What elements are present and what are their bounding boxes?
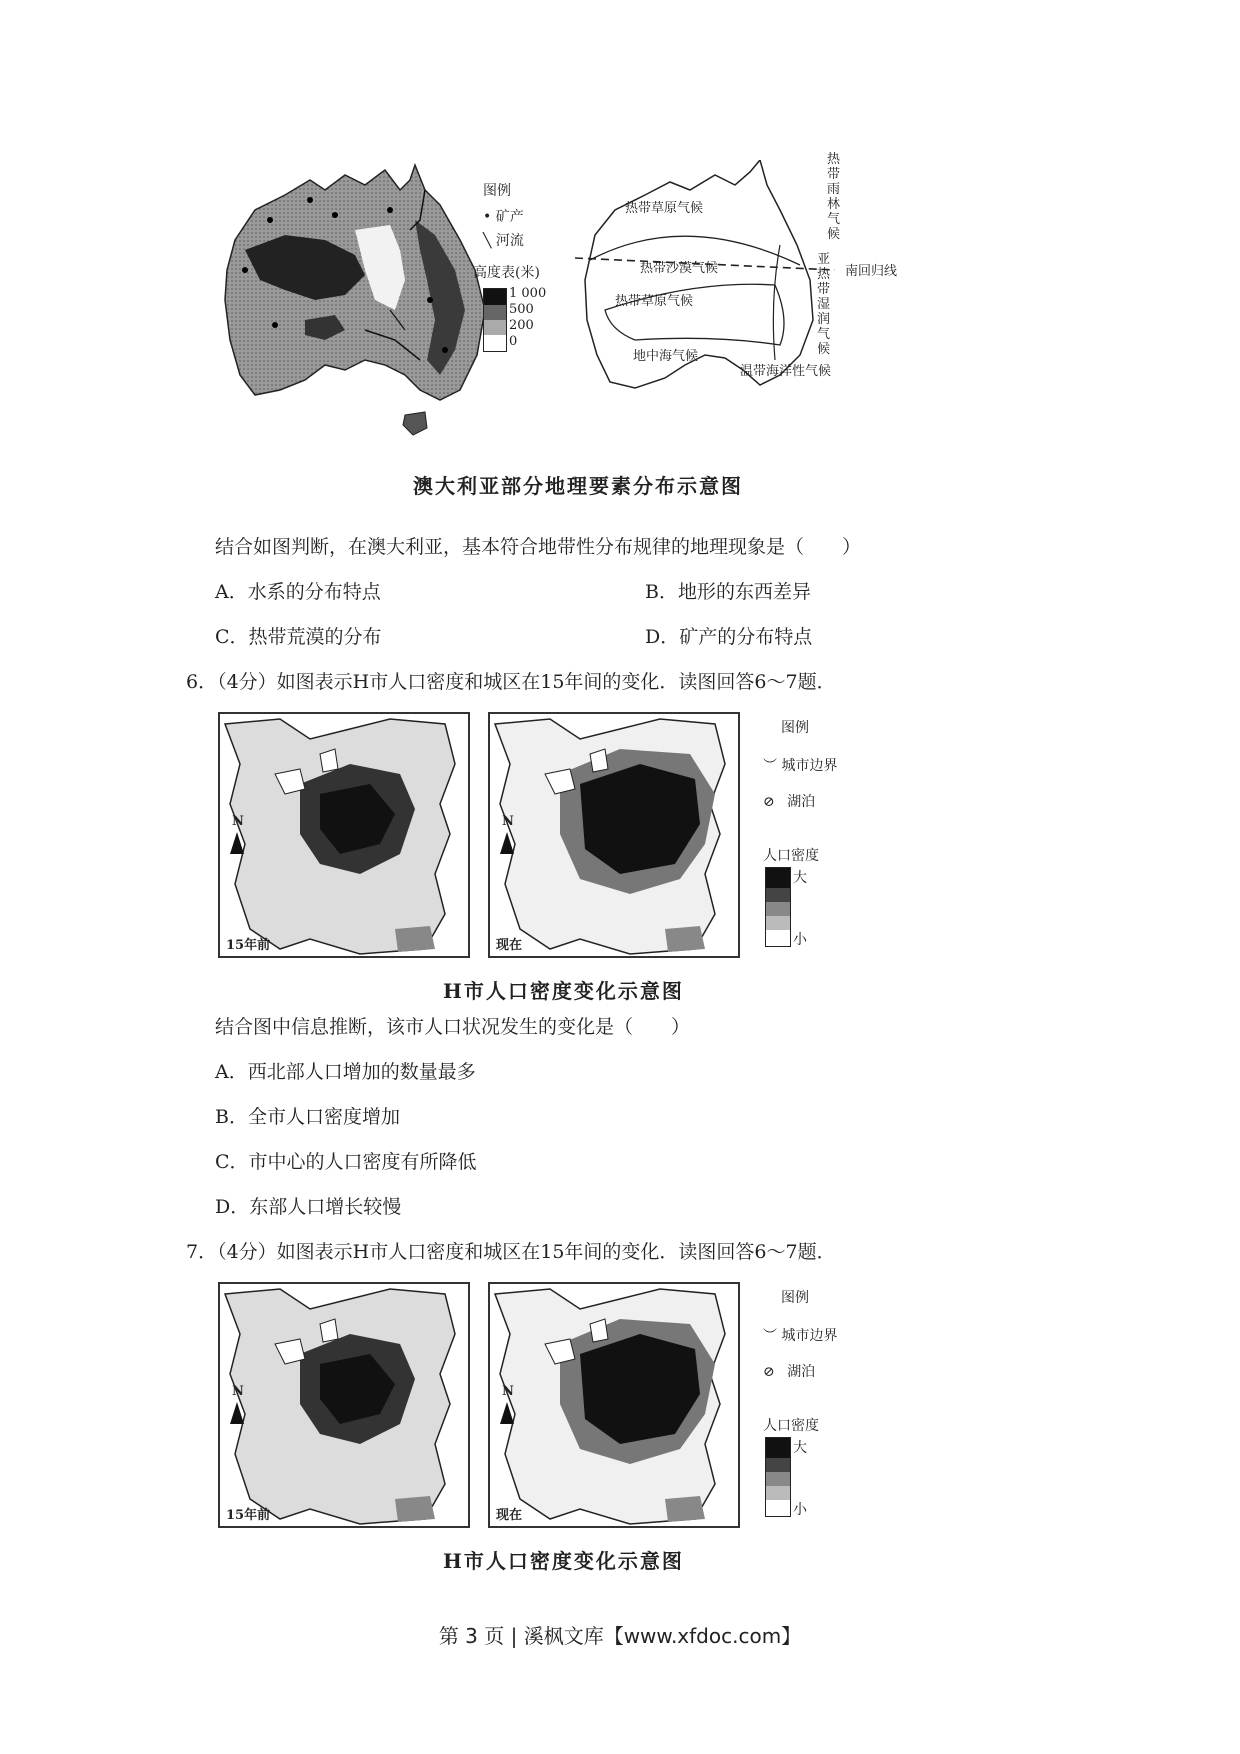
australia-terrain-map	[215, 160, 505, 450]
density-title: 人口密度	[763, 848, 819, 864]
height-level-4: 0	[509, 334, 518, 349]
humid-char: 润	[817, 312, 831, 327]
north-arrow-icon	[500, 832, 514, 854]
height-legend-title: 高度表(米)	[473, 265, 540, 281]
q6-stem: 结合图中信息推断，该市人口状况发生的变化是（ ）	[215, 1016, 691, 1038]
map-now-svg	[490, 714, 738, 956]
humid-char: 带	[817, 282, 831, 297]
north-arrow-icon	[230, 1402, 244, 1424]
q5-option-d: D．矿产的分布特点	[645, 626, 813, 648]
rainforest-char: 气	[827, 212, 841, 227]
river-line-icon: ╲	[483, 233, 492, 249]
climate-humid-vertical	[817, 252, 833, 357]
density-low-label: 小	[793, 1502, 807, 1518]
map-before-label: 15年前	[226, 938, 271, 953]
density-legend	[763, 717, 913, 957]
legend-boundary-label: 城市边界	[781, 1328, 838, 1344]
density-title: 人口密度	[763, 1418, 819, 1434]
boundary-line-icon: ︶	[763, 1328, 777, 1344]
map-before-svg	[220, 714, 468, 956]
climate-tropical-desert: 热带沙漠气候	[640, 261, 719, 276]
north-arrow-icon	[500, 1402, 514, 1424]
rainforest-char: 带	[827, 167, 841, 182]
boundary-line-icon: ︶	[763, 758, 777, 774]
density-scale	[765, 1437, 791, 1517]
legend-lake-row	[763, 1361, 815, 1381]
terrain-legend	[473, 180, 563, 380]
north-label: N	[502, 1384, 514, 1399]
density-low-label: 小	[793, 932, 807, 948]
humid-char: 亚	[817, 252, 831, 267]
legend-lake-label: 湖泊	[787, 1364, 816, 1380]
humid-char: 候	[817, 342, 831, 357]
climate-mediterranean: 地中海气候	[633, 349, 699, 364]
map-now	[488, 1282, 740, 1528]
climate-rainforest-vertical	[827, 152, 843, 242]
figure1-caption: 澳大利亚部分地理要素分布示意图	[413, 474, 743, 498]
legend-river-label: 河流	[495, 233, 524, 249]
lake-hatch-icon: ⊘	[763, 794, 775, 810]
figure2-caption-q6: H市人口密度变化示意图	[443, 979, 684, 1003]
rainforest-char: 热	[827, 152, 841, 167]
height-scale	[483, 288, 507, 352]
height-level-2: 500	[509, 302, 534, 317]
map-now-label: 现在	[496, 1508, 523, 1523]
australia-climate-map	[575, 160, 835, 420]
rainforest-char: 雨	[827, 182, 841, 197]
q5-option-a: A．水系的分布特点	[215, 581, 381, 603]
q6-option-b: B．全市人口密度增加	[215, 1106, 400, 1128]
rainforest-char: 林	[827, 197, 841, 212]
density-figure-q6	[218, 712, 918, 972]
north-label: N	[232, 1384, 244, 1399]
map-now	[488, 712, 740, 958]
legend-boundary-row	[763, 1325, 837, 1345]
north-label: N	[232, 814, 244, 829]
density-scale	[765, 867, 791, 947]
climate-tropical-grassland-south: 热带草原气候	[615, 294, 694, 309]
legend-title: 图例	[483, 183, 511, 199]
legend-mineral-label: 矿产	[495, 209, 524, 225]
footer-text[interactable]: 第 3 页 | 溪枫文库【www.xfdoc.com】	[438, 1624, 802, 1648]
tropic-of-capricorn-label: 南回归线	[845, 264, 898, 279]
rainforest-char: 候	[827, 227, 841, 242]
q6-option-d: D．东部人口增长较慢	[215, 1196, 402, 1218]
density-high-label: 大	[793, 1440, 807, 1456]
north-arrow-icon	[230, 832, 244, 854]
legend-lake-row	[763, 791, 815, 811]
map-now-label: 现在	[496, 938, 523, 953]
legend-title: 图例	[781, 720, 809, 736]
q7-header: 7．（4分）如图表示H市人口密度和城区在15年间的变化．读图回答6～7题．	[186, 1241, 836, 1263]
density-legend	[763, 1287, 913, 1527]
q6-option-a: A．西北部人口增加的数量最多	[215, 1061, 476, 1083]
legend-mineral-row	[483, 206, 524, 226]
map-before-svg	[220, 1284, 468, 1526]
q6-header: 6．（4分）如图表示H市人口密度和城区在15年间的变化．读图回答6～7题．	[186, 671, 836, 693]
height-level-3: 200	[509, 318, 534, 333]
density-figure-q7	[218, 1282, 918, 1542]
mineral-dot-icon: •	[483, 209, 492, 225]
q5-stem: 结合如图判断，在澳大利亚，基本符合地带性分布规律的地理现象是（ ）	[215, 536, 862, 558]
legend-boundary-row	[763, 755, 837, 775]
humid-char: 气	[817, 327, 831, 342]
climate-temperate-maritime: 温带海洋性气候	[740, 364, 832, 379]
figure2-caption-q7: H市人口密度变化示意图	[443, 1549, 684, 1573]
climate-tropical-grassland-north: 热带草原气候	[625, 201, 704, 216]
legend-title: 图例	[781, 1290, 809, 1306]
q5-option-c: C．热带荒漠的分布	[215, 626, 382, 648]
legend-boundary-label: 城市边界	[781, 758, 838, 774]
lake-hatch-icon: ⊘	[763, 1364, 775, 1380]
q6-option-c: C．市中心的人口密度有所降低	[215, 1151, 477, 1173]
density-high-label: 大	[793, 870, 807, 886]
humid-char: 热	[817, 267, 831, 282]
page-footer	[0, 1620, 1240, 1649]
height-level-1: 1 000	[509, 286, 547, 301]
north-label: N	[502, 814, 514, 829]
australia-figure	[215, 152, 955, 460]
map-before	[218, 1282, 470, 1528]
q5-option-b: B．地形的东西差异	[645, 581, 811, 603]
map-now-svg	[490, 1284, 738, 1526]
map-before-label: 15年前	[226, 1508, 271, 1523]
legend-river-row	[483, 230, 524, 250]
humid-char: 湿	[817, 297, 831, 312]
map-before	[218, 712, 470, 958]
legend-lake-label: 湖泊	[787, 794, 816, 810]
